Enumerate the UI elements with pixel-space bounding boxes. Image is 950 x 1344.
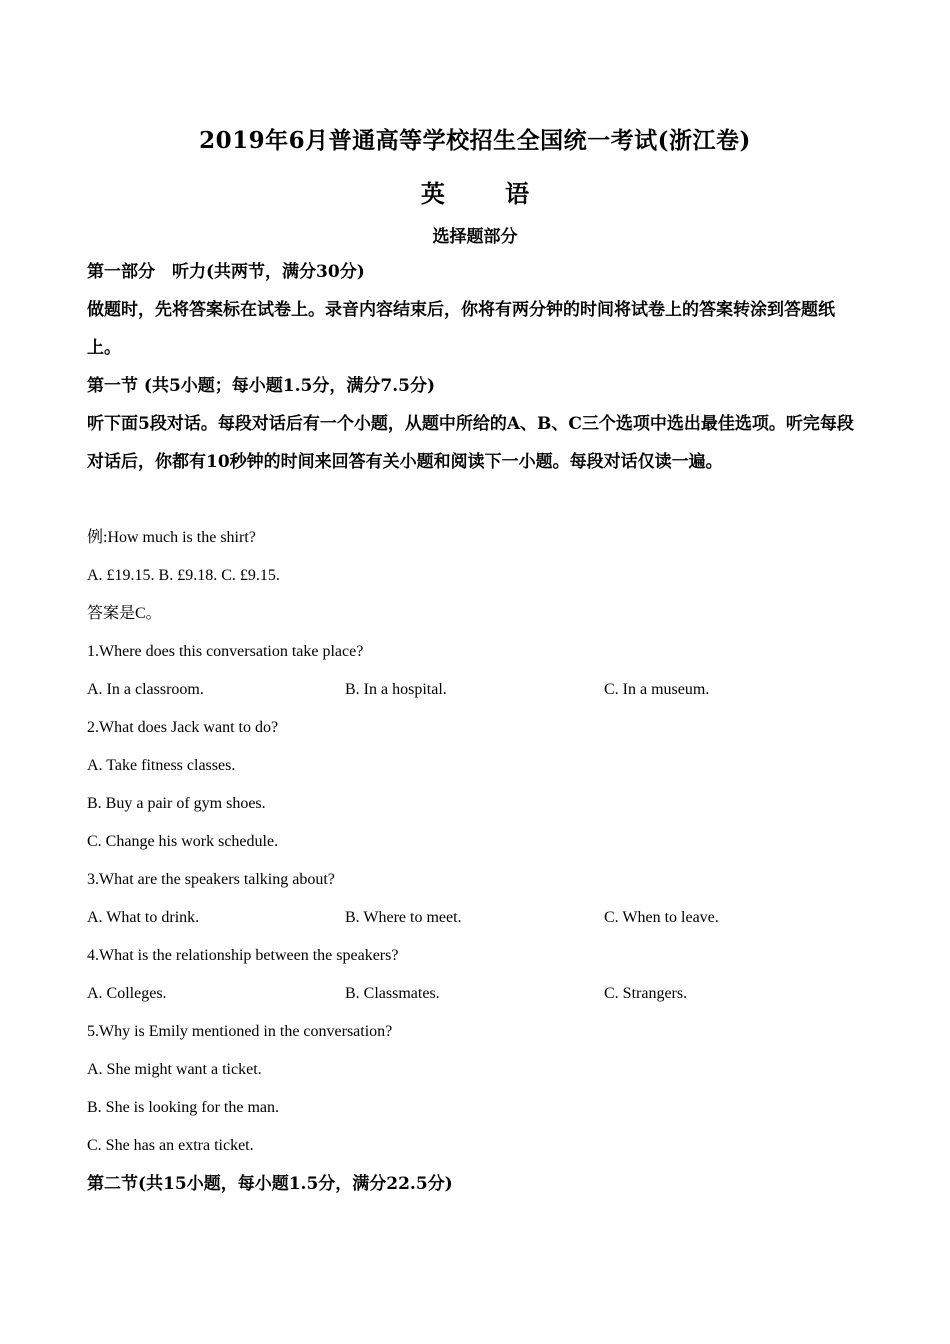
section2-heading: 第二节(共15小题，每小题1.5分，满分22.5分) xyxy=(87,1174,453,1194)
sub1-instruction: 听下面5段对话。每段对话后有一个小题，从题中所给的A、B、C三个选项中选出最佳选项。听完每段对话后，你都有10秒钟的时间来回答有关小题和阅读下一小题。每段对话仅读一遍。 xyxy=(87,414,854,472)
option-a: A. Take fitness classes. xyxy=(87,757,236,774)
option-b: B. In a hospital. xyxy=(345,681,447,698)
sub1-heading: 第一节 (共5小题；每小题1.5分，满分7.5分) xyxy=(87,376,435,396)
option-b: B. Buy a pair of gym shoes. xyxy=(87,795,266,812)
option-a: A. In a classroom. xyxy=(87,681,204,698)
part-label: 选择题部分 xyxy=(432,227,518,247)
question-options-3 xyxy=(87,899,862,937)
option-c: C. Strangers. xyxy=(604,985,688,1002)
option-b: B. Where to meet. xyxy=(345,909,462,926)
option-c: C. When to leave. xyxy=(604,909,719,926)
option-c: C. She has an extra ticket. xyxy=(87,1137,254,1154)
section1-instruction: 做题时，先将答案标在试卷上。录音内容结束后，你将有两分钟的时间将试卷上的答案转涂到答题纸上。 xyxy=(87,300,835,358)
option-a: A. Colleges. xyxy=(87,985,167,1002)
example-question: 例:How much is the shirt? xyxy=(87,529,256,546)
example-options: A. £19.15. B. £9.18. C. £9.15. xyxy=(87,567,280,584)
question-stem-2: 2.What does Jack want to do? xyxy=(87,719,279,736)
option-a: A. She might want a ticket. xyxy=(87,1061,262,1078)
subject-title: 英 语 xyxy=(420,179,556,208)
option-c: C. Change his work schedule. xyxy=(87,833,279,850)
question-stem-4: 4.What is the relationship between the speakers? xyxy=(87,947,399,964)
section1-heading: 第一部分 听力(共两节，满分30分) xyxy=(87,262,365,282)
question-stem-5: 5.Why is Emily mentioned in the conversation? xyxy=(87,1023,393,1040)
exam-title: 2019年6月普通高等学校招生全国统一考试(浙江卷) xyxy=(199,127,751,154)
question-options-4 xyxy=(87,975,862,1013)
question-stem-3: 3.What are the speakers talking about? xyxy=(87,871,335,888)
example-answer: 答案是C。 xyxy=(87,605,162,622)
question-stem-1: 1.Where does this conversation take place? xyxy=(87,643,364,660)
option-b: B. She is looking for the man. xyxy=(87,1099,279,1116)
option-a: A. What to drink. xyxy=(87,909,200,926)
option-c: C. In a museum. xyxy=(604,681,710,698)
question-options-1 xyxy=(87,671,862,709)
option-b: B. Classmates. xyxy=(345,985,440,1002)
